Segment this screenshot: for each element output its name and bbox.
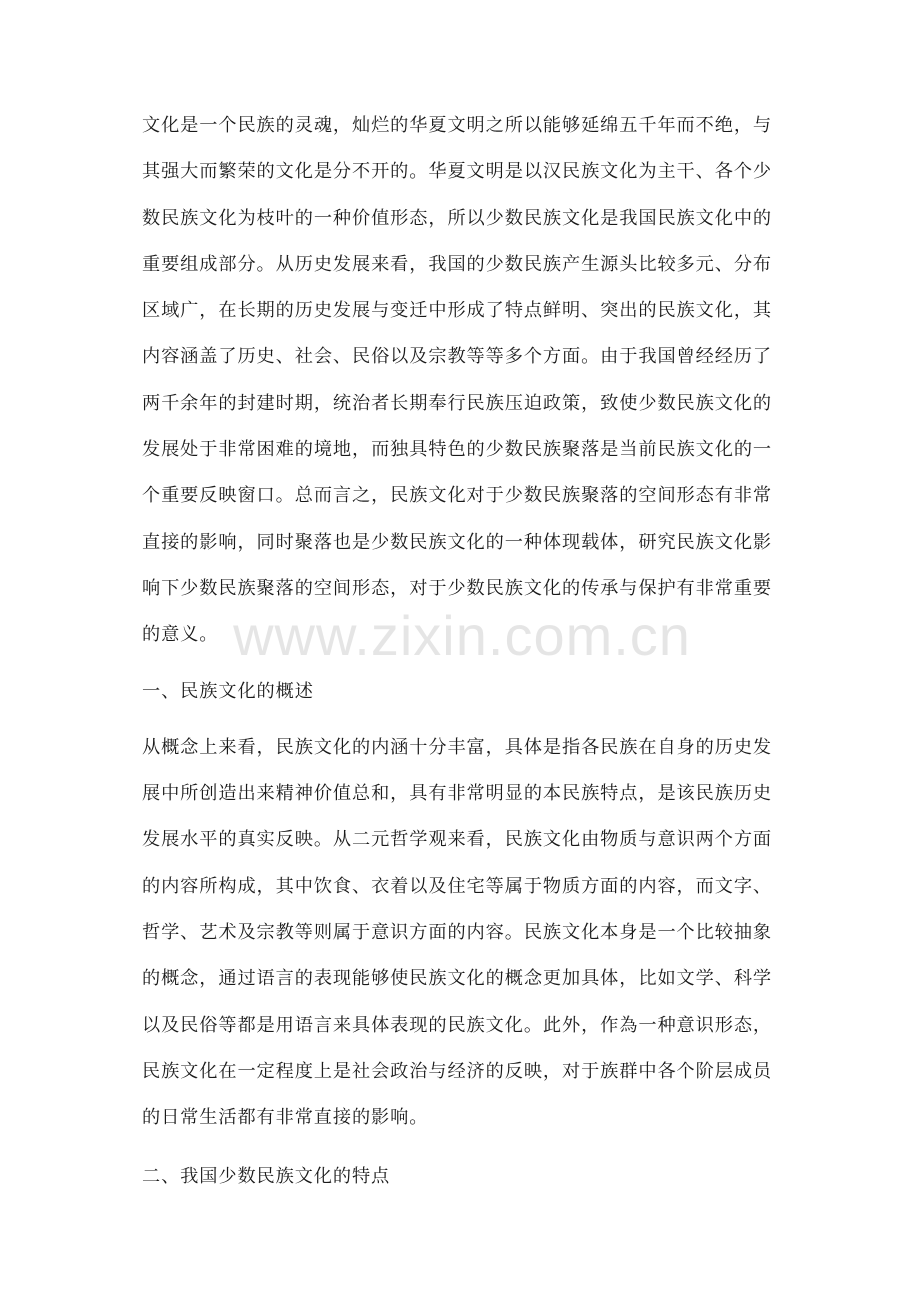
overview-paragraph: 从概念上来看，民族文化的内涵十分丰富，具体是指各民族在自身的历史发展中所创造出来精神价值总和，具有非常明显的本民族特点，是该民族历史发展水平的真实反映。从二元哲学观来看，民族文化由物质与意识两个方面的内容所构成，其中饮食、衣着以及住宅等属于物质方面的内容，而文字、哲学、艺术及宗教等则属于意识方面的内容。民族文化本身是一个比较抽象的概念，通过语言的表现能够使民族文化的概念更加具体，比如文学、科学以及民俗等都是用语言来具体表现的民族文化。此外，作為一种意识形态，民族文化在一定程度上是社会政治与经济的反映，对于族群中各个阶层成员的日常生活都有非常直接的影响。: [142, 736, 772, 1129]
paragraph-spacer: [142, 1142, 772, 1154]
paragraph-spacer: [142, 659, 772, 669]
watermark-text: www.zixin.com.cn: [233, 604, 691, 667]
document-body: [142, 103, 772, 1200]
paragraph-spacer: [142, 715, 772, 725]
intro-paragraph: 文化是一个民族的灵魂，灿烂的华夏文明之所以能够延绵五千年而不绝，与其强大而繁荣的文化是分不开的。华夏文明是以汉民族文化为主干、各个少数民族文化为枝叶的一种价值形态，所以少数民族文化是我国民族文化中的重要组成部分。从历史发展来看，我国的少数民族产生源头比较多元、分布区域广，在长期的历史发展与变迁中形成了特点鲜明、突出的民族文化，其内容涵盖了历史、社会、民俗以及宗教等等多个方面。由于我国曾经经历了两千余年的封建时期，统治者长期奉行民族压迫政策，致使少数民族文化的发展处于非常困难的境地，而独具特色的少数民族聚落是当前民族文化的一个重要反映窗口。总而言之，民族文化对于少数民族聚落的空间形态有非常直接的影响，同时聚落也是少数民族文化的一种体现载体，研究民族文化影响下少数民族聚落的空间形态，对于少数民族文化的传承与保护有非常重要的意义。: [142, 115, 772, 646]
section-heading-overview: 一、民族文化的概述: [142, 680, 314, 702]
section-heading-characteristics: 二、我国少数民族文化的特点: [142, 1165, 391, 1187]
